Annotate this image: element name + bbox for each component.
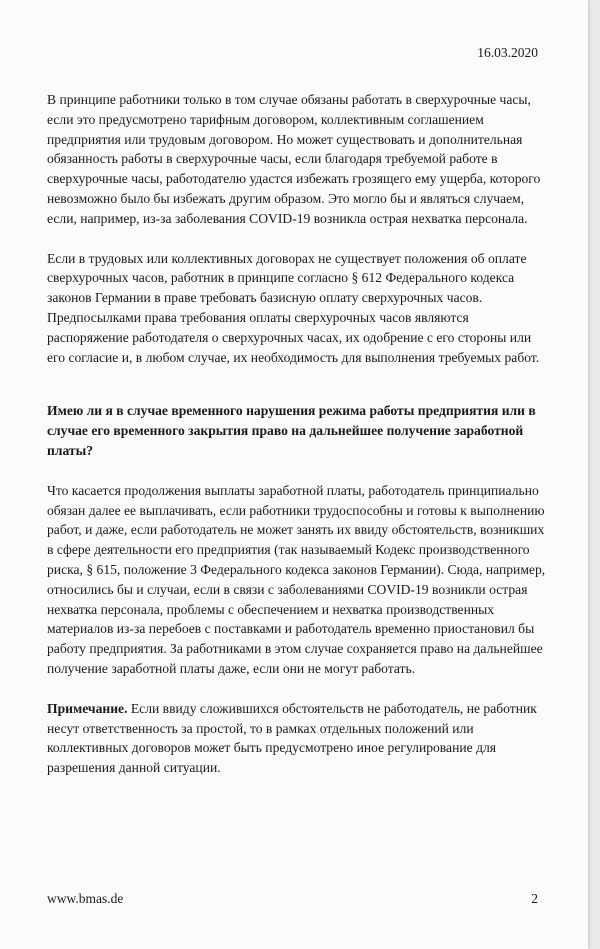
note-label: Примечание. (47, 700, 128, 716)
paragraph-note (47, 699, 547, 778)
page-number: 2 (531, 891, 538, 906)
document-date: 16.03.2020 (477, 45, 538, 60)
section-heading: Имею ли я в случае временного нарушения режима работы предприятия или в случае его временного закрытия право на дальнейшее получение заработной платы? (47, 403, 536, 458)
document-body (47, 90, 547, 798)
paragraph-overtime-pay: Если в трудовых или коллективных договорах не существует положения об оплате сверхурочных часов, работник в принципе согласно § 612 Федерального кодекса законов Германии в праве требовать базисную оплату сверхурочных часов. Предпосылками права требования оплаты сверхурочных часов являются распоряжение работодателя о сверхурочных часах, их одобрение с его стороны или его согласие и, в любом случае, их необходимость для выполнения требуемых работ. (47, 250, 540, 365)
footer-website: www.bmas.de (47, 891, 124, 906)
paragraph-wage-continuation: Что касается продолжения выплаты заработной платы, работодатель принципиально обязан далее ее выплачивать, если работники трудоспособны и готовы к выполнению работ, и даже, если работодатель не может занять их ввиду обстоятельств, возникших в сфере деятельности его предприятия (так называемый Кодекс производственного риска, § 615, положение 3 Федерального кодекса законов Германии). Сюда, например, относились бы и случаи, если в связи с заболеваниями COVID-19 возникли острая нехватка персонала, проблемы с обеспечением и нехватка производственных материалов из-за перебоев с поставками и работодатель временно приостановил бы работу предприятия. За работниками в этом случае сохраняется право на дальнейшее получение заработной платы даже, если они не могут работать. (47, 482, 546, 676)
paragraph-overtime-obligation: В принципе работники только в том случае обязаны работать в сверхурочные часы, если это предусмотрено тарифным договором, коллективным соглашением предприятия или трудовым договором. Но может существовать и дополнительная обязанность работы в сверхурочные часы, если благодаря требуемой работе в сверхурочные часы, работодателю удастся избежать грозящего ему ущерба, которого невозможно было бы избежать другим образом. Это могло бы и являться случаем, если, например, из-за заболевания COVID-19 возникла острая нехватка персонала. (47, 92, 541, 226)
note-text: Если ввиду сложившихся обстоятельств не работодатель, не работник несут ответственность за простой, то в рамках отдельных положений или коллективных договоров может быть предусмотрено иное регулирование для разрешения данной ситуации. (47, 700, 537, 776)
